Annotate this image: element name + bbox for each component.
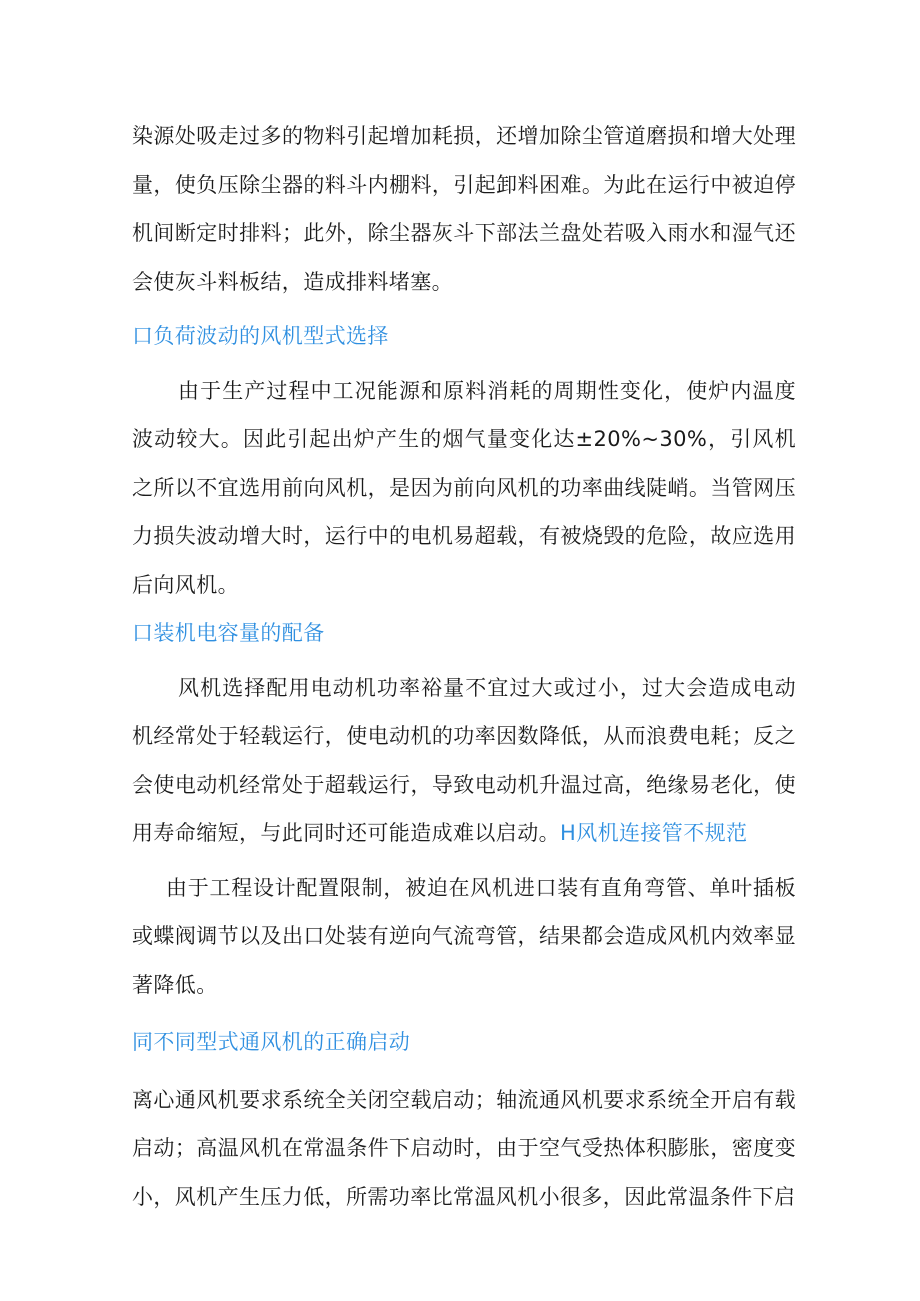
- paragraph-motor-capacity-text: 风机选择配用电动机功率裕量不宜过大或过小，过大会造成电动机经常处于轻载运行，使电动机的功率因数降低，从而浪费电耗；反之会使电动机经常处于超载运行，导致电动机升温过高，绝缘易老化，使用寿命缩短，与此同时还可能造成难以启动。: [132, 675, 796, 845]
- paragraph-dust-removal: 染源处吸走过多的物料引起增加耗损，还增加除尘管道磨损和增大处理量，使负压除尘器的料斗内棚料，引起卸料困难。为此在运行中被迫停机间断定时排料；此外，除尘器灰斗下部法兰盘处若吸入雨水和湿气还会使灰斗料板结，造成排料堵塞。: [132, 124, 796, 294]
- heading-load-fluctuation: 口负荷波动的风机型式选择: [132, 324, 389, 348]
- heading-motor-capacity: 口装机电容量的配备: [132, 621, 325, 645]
- heading-connection-pipe: H风机连接管不规范: [560, 821, 748, 845]
- paragraph-connection-pipe: 由于工程设计配置限制，被迫在风机进口装有直角弯管、单叶插板或蝶阀调节以及出口处装有逆向气流弯管，结果都会造成风机内效率显著降低。: [132, 875, 796, 997]
- paragraph-motor-capacity: [132, 664, 796, 858]
- heading-fan-startup: 同不同型式通风机的正确启动: [132, 1030, 411, 1054]
- document-page: [132, 112, 796, 1221]
- paragraph-load-fluctuation: 由于生产过程中工况能源和原料消耗的周期性变化，使炉内温度波动较大。因此引起出炉产生的烟气量变化达±20%~30%，引风机之所以不宜选用前向风机，是因为前向风机的功率曲线陡峭。当管网压力损失波动增大时，运行中的电机易超载，有被烧毁的危险，故应选用后向风机。: [132, 378, 796, 597]
- paragraph-fan-startup: 离心通风机要求系统全关闭空载启动；轴流通风机要求系统全开启有载启动；高温风机在常温条件下启动时，由于空气受热体积膨胀，密度变小，风机产生压力低，所需功率比常温风机小很多，因此常温条件下启: [132, 1087, 796, 1209]
